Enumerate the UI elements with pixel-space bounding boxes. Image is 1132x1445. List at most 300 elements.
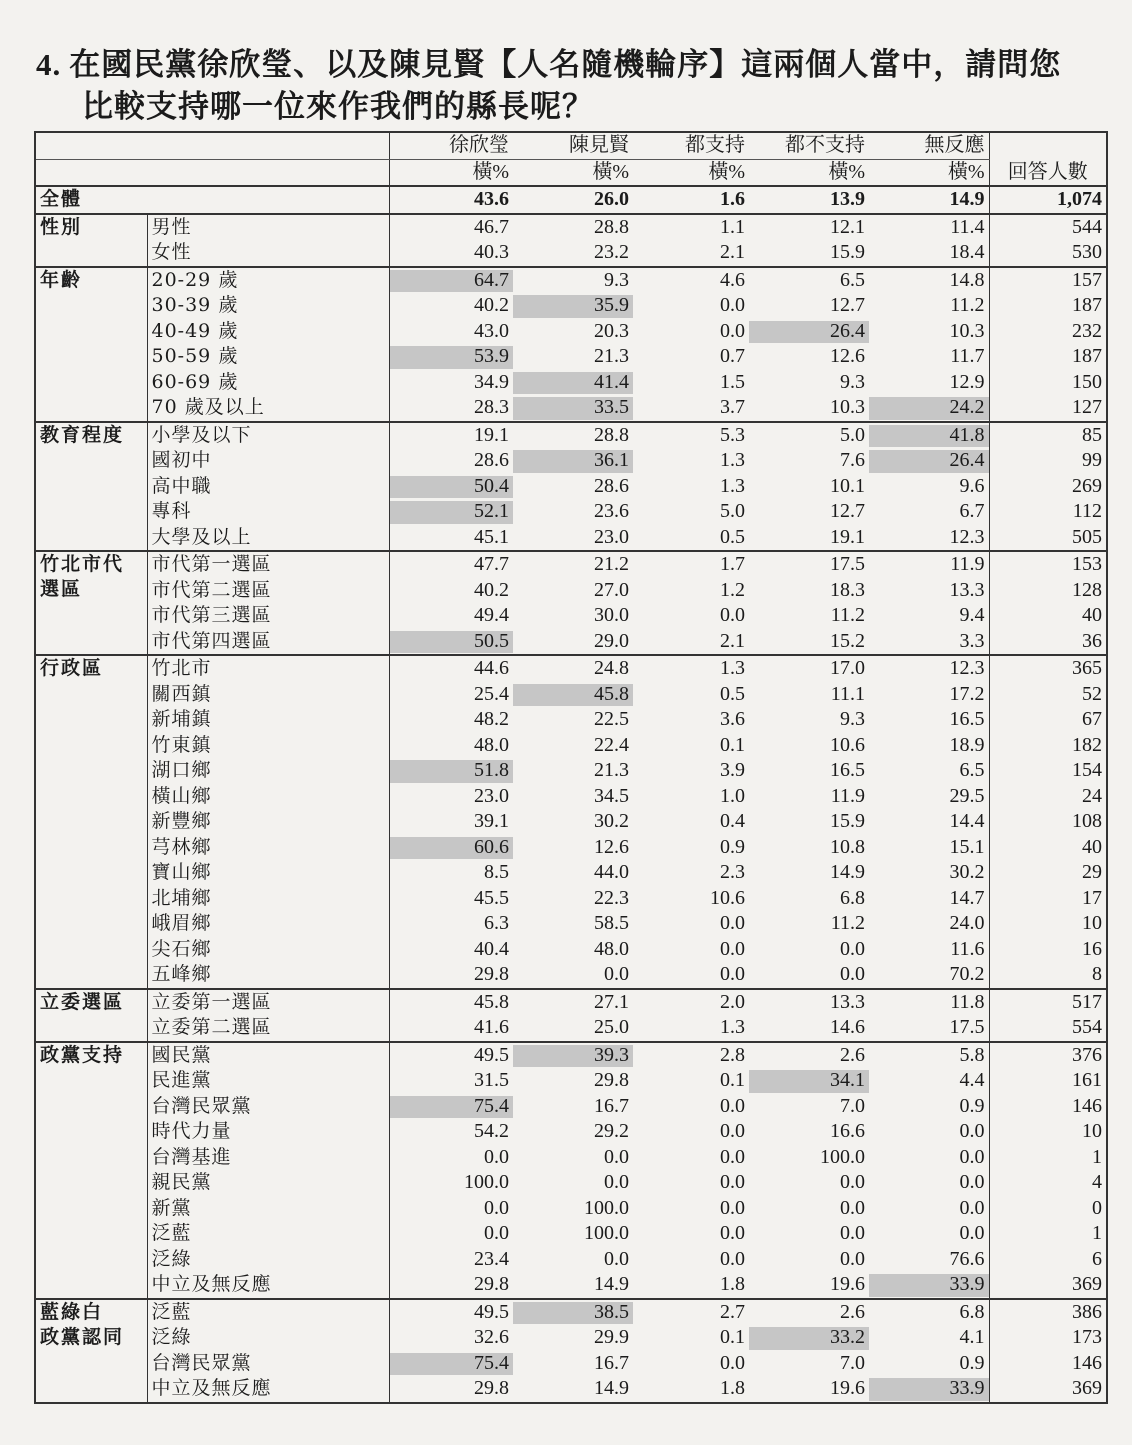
row-label: 五峰鄉: [147, 962, 389, 989]
value-cell: 29.8: [389, 1272, 513, 1299]
value-cell: 0.0: [840, 1171, 865, 1194]
value-cell: 0.5: [720, 682, 745, 705]
group-label: 性別: [35, 214, 147, 267]
value-cell: 27.0: [594, 578, 629, 601]
table-row: [35, 395, 1107, 422]
value-cell: 0.1: [720, 1069, 745, 1092]
value-cell: 32.6: [389, 1325, 513, 1351]
count-cell: 1: [989, 1221, 1107, 1247]
count-cell: 187: [989, 344, 1107, 370]
value-cell: 9.6: [959, 474, 985, 497]
value-cell: 0.0: [604, 963, 629, 986]
value-cell: 16.5: [830, 759, 865, 782]
value-cell: 11.9: [869, 551, 989, 578]
value-cell: 5.3: [633, 422, 749, 449]
count-cell: 365: [989, 655, 1107, 682]
row-label: 市代第一選區: [147, 551, 389, 578]
value-cell: 44.6: [389, 655, 513, 682]
table-row: [35, 578, 1107, 604]
value-cell: 15.1: [949, 835, 985, 858]
value-cell: 44.0: [594, 861, 629, 884]
value-cell: 14.6: [830, 1016, 865, 1039]
question-number: 4.: [36, 47, 62, 82]
value-cell: 0.9: [959, 1351, 985, 1374]
col-header-2: 都支持: [633, 132, 749, 159]
count-cell: 269: [989, 474, 1107, 500]
col-header-1: 陳見賢: [513, 132, 633, 159]
count-cell: 187: [989, 293, 1107, 319]
row-label: 大學及以上: [147, 525, 389, 552]
value-cell: 0.0: [720, 1171, 745, 1194]
table-row: [35, 911, 1107, 937]
row-label: 男性: [147, 214, 389, 241]
value-cell: 20.3: [594, 319, 629, 342]
value-cell: 6.5: [959, 759, 985, 782]
table-row: [35, 1042, 1107, 1069]
value-cell: 22.5: [594, 708, 629, 731]
value-cell: 2.7: [633, 1299, 749, 1326]
value-cell: 45.5: [389, 886, 513, 912]
value-cell: 29.8: [594, 1069, 629, 1092]
count-cell: 376: [989, 1042, 1107, 1069]
value-cell: 21.2: [513, 551, 633, 578]
table-row: [35, 525, 1107, 552]
value-cell: 22.4: [594, 733, 629, 756]
row-label: 國初中: [147, 448, 389, 474]
value-cell: 15.9: [830, 810, 865, 833]
count-cell: 154: [989, 758, 1107, 784]
value-cell: 33.2: [749, 1325, 869, 1351]
count-cell: 8: [989, 962, 1107, 989]
value-cell: 54.2: [389, 1119, 513, 1145]
count-cell: 369: [989, 1376, 1107, 1403]
table-row: [35, 1170, 1107, 1196]
count-cell: 153: [989, 551, 1107, 578]
value-cell: 16.7: [594, 1351, 629, 1374]
value-cell: 4.1: [959, 1326, 985, 1349]
row-label: 國民黨: [147, 1042, 389, 1069]
value-cell: 10.6: [830, 733, 865, 756]
row-label: 泛綠: [147, 1325, 389, 1351]
table-row: [35, 422, 1107, 449]
value-cell: 0.0: [604, 1145, 629, 1168]
count-cell: 67: [989, 707, 1107, 733]
count-cell: 369: [989, 1272, 1107, 1299]
table-row: [35, 937, 1107, 963]
value-cell: 11.2: [830, 912, 865, 935]
value-cell: 11.4: [869, 214, 989, 241]
crosstab-table: [34, 131, 1108, 1404]
value-cell: 1.3: [720, 474, 745, 497]
question-line-2: 比較支持哪一位來作我們的縣長呢？: [82, 89, 594, 125]
value-cell: 0.0: [389, 1145, 513, 1171]
table-row: [35, 267, 1107, 294]
value-cell: 40.3: [389, 240, 513, 267]
value-cell: 5.0: [720, 500, 745, 523]
pct-label-1: 橫%: [513, 159, 633, 186]
table-row: [35, 784, 1107, 810]
row-label: 台灣民眾黨: [147, 1351, 389, 1377]
value-cell: 14.9: [594, 1273, 629, 1296]
value-cell: 3.3: [959, 629, 985, 652]
value-cell: 51.8: [389, 758, 513, 784]
value-cell: 48.2: [389, 707, 513, 733]
value-cell: 6.5: [749, 267, 869, 294]
value-cell: 50.4: [389, 474, 513, 500]
value-cell: 0.0: [959, 1222, 985, 1245]
value-cell: 19.1: [389, 422, 513, 449]
value-cell: 45.8: [513, 682, 633, 708]
value-cell: 29.9: [594, 1326, 629, 1349]
col-header-0: 徐欣瑩: [389, 132, 513, 159]
row-label: 湖口鄉: [147, 758, 389, 784]
row-label: 台灣民眾黨: [147, 1094, 389, 1120]
value-cell: 25.4: [389, 682, 513, 708]
header-row-units: [35, 159, 1107, 186]
value-cell: 100.0: [584, 1222, 629, 1245]
row-label: 新埔鎮: [147, 707, 389, 733]
value-cell: 33.9: [869, 1272, 989, 1299]
value-cell: 0.0: [840, 1247, 865, 1270]
value-cell: 0.0: [389, 1196, 513, 1222]
row-label: 北埔鄉: [147, 886, 389, 912]
table-row: [35, 214, 1107, 241]
header-blank: [35, 132, 389, 159]
group-label-line: 政黨認同: [40, 1325, 125, 1348]
value-cell: 0.4: [720, 810, 745, 833]
table-row: [35, 1094, 1107, 1120]
count-cell: 0: [989, 1196, 1107, 1222]
count-cell: 386: [989, 1299, 1107, 1326]
row-label: 寶山鄉: [147, 860, 389, 886]
value-cell: 0.0: [959, 1196, 985, 1219]
group-label: [35, 1299, 147, 1403]
group-label: 年齡: [35, 267, 147, 422]
value-cell: 31.5: [389, 1068, 513, 1094]
value-cell: 0.0: [720, 1120, 745, 1143]
value-cell: 15.2: [830, 629, 865, 652]
value-cell: 0.0: [389, 1221, 513, 1247]
header-row-names: [35, 132, 1107, 159]
value-cell: 30.2: [594, 810, 629, 833]
value-cell: 11.8: [869, 989, 989, 1016]
value-cell: 17.5: [749, 551, 869, 578]
group-label: 立委選區: [35, 989, 147, 1042]
table-row: [35, 989, 1107, 1016]
value-cell: 49.5: [389, 1042, 513, 1069]
row-label: 民進黨: [147, 1068, 389, 1094]
value-cell: 35.9: [513, 293, 633, 319]
value-cell: 6.3: [389, 911, 513, 937]
group-label-line: 藍綠白: [40, 1300, 104, 1323]
pct-label-4: 橫%: [869, 159, 989, 186]
row-label: 中立及無反應: [147, 1376, 389, 1403]
value-cell: 26.4: [749, 319, 869, 345]
table-row: [35, 962, 1107, 989]
value-cell: 0.0: [604, 1247, 629, 1270]
table-row: [35, 319, 1107, 345]
value-cell: 17.5: [949, 1016, 985, 1039]
value-cell: 39.1: [389, 809, 513, 835]
value-cell: 33.5: [513, 395, 633, 422]
value-cell: 12.7: [830, 500, 865, 523]
value-cell: 29.0: [594, 629, 629, 652]
value-cell: 10.1: [830, 474, 865, 497]
table-row: [35, 1221, 1107, 1247]
value-cell: 76.6: [949, 1247, 985, 1270]
value-cell: 52.1: [389, 499, 513, 525]
value-cell: 4.6: [633, 267, 749, 294]
table-row: [35, 344, 1107, 370]
value-cell: 0.0: [720, 319, 745, 342]
value-cell: 6.7: [959, 500, 985, 523]
value-cell: 25.0: [594, 1016, 629, 1039]
value-cell: 3.7: [720, 396, 745, 419]
value-cell: 0.0: [840, 1196, 865, 1219]
value-cell: 12.6: [594, 835, 629, 858]
value-cell: 1.3: [633, 655, 749, 682]
row-label: 60-69 歲: [147, 370, 389, 396]
value-cell: 27.1: [513, 989, 633, 1016]
group-label: 行政區: [35, 655, 147, 989]
count-cell: 16: [989, 937, 1107, 963]
row-label: 市代第二選區: [147, 578, 389, 604]
value-cell: 19.1: [830, 525, 865, 548]
value-cell: 23.6: [594, 500, 629, 523]
value-cell: 1.8: [720, 1273, 745, 1296]
count-cell: 52: [989, 682, 1107, 708]
row-label: 70 歲及以上: [147, 395, 389, 422]
value-cell: 0.1: [720, 733, 745, 756]
value-cell: 21.3: [594, 759, 629, 782]
value-cell: 0.0: [720, 604, 745, 627]
value-cell: 75.4: [389, 1351, 513, 1377]
row-label: 40-49 歲: [147, 319, 389, 345]
count-cell: 10: [989, 1119, 1107, 1145]
value-cell: 9.3: [840, 708, 865, 731]
value-cell: 24.8: [513, 655, 633, 682]
value-cell: 11.2: [830, 604, 865, 627]
table-row: [35, 860, 1107, 886]
row-label: 20-29 歲: [147, 267, 389, 294]
value-cell: 33.9: [869, 1376, 989, 1403]
value-cell: 2.3: [720, 861, 745, 884]
value-cell: 1.0: [720, 784, 745, 807]
value-cell: 3.6: [720, 708, 745, 731]
count-cell: 128: [989, 578, 1107, 604]
value-cell: 28.3: [389, 395, 513, 422]
row-label: 小學及以下: [147, 422, 389, 449]
value-cell: 0.0: [720, 1094, 745, 1117]
value-cell: 0.0: [840, 963, 865, 986]
count-cell: 99: [989, 448, 1107, 474]
value-cell: 0.0: [959, 1145, 985, 1168]
value-cell: 18.9: [949, 733, 985, 756]
row-label: 50-59 歲: [147, 344, 389, 370]
value-cell: 14.9: [594, 1377, 629, 1400]
row-label: 親民黨: [147, 1170, 389, 1196]
count-cell: 150: [989, 370, 1107, 396]
value-cell: 10.6: [710, 886, 745, 909]
table-row: [35, 629, 1107, 656]
value-cell: 0.0: [840, 937, 865, 960]
value-cell: 18.4: [949, 241, 985, 264]
value-cell: 2.1: [720, 241, 745, 264]
value-cell: 19.6: [830, 1273, 865, 1296]
table-row: [35, 474, 1107, 500]
value-cell: 18.3: [830, 578, 865, 601]
table-row: [35, 835, 1107, 861]
group-label: [35, 551, 147, 655]
value-cell: 12.6: [830, 345, 865, 368]
value-cell: 6.8: [869, 1299, 989, 1326]
value-cell: 24.0: [949, 912, 985, 935]
row-label: 市代第三選區: [147, 603, 389, 629]
table-row: [35, 707, 1107, 733]
value-cell: 0.1: [720, 1326, 745, 1349]
value-cell: 19.6: [830, 1377, 865, 1400]
table-row: [35, 293, 1107, 319]
value-cell: 26.4: [869, 448, 989, 474]
value-cell: 49.4: [389, 603, 513, 629]
row-label: 泛綠: [147, 1247, 389, 1273]
value-cell: 17.0: [749, 655, 869, 682]
count-cell: 146: [989, 1094, 1107, 1120]
table-row: [35, 758, 1107, 784]
row-label: 尖石鄉: [147, 937, 389, 963]
count-cell: 1: [989, 1145, 1107, 1171]
value-cell: 40.2: [389, 578, 513, 604]
total-value: 1.6: [633, 186, 749, 214]
value-cell: 13.3: [949, 578, 985, 601]
count-cell: 40: [989, 835, 1107, 861]
total-value: 14.9: [869, 186, 989, 214]
group-label: 政黨支持: [35, 1042, 147, 1299]
value-cell: 41.8: [869, 422, 989, 449]
total-row: [35, 186, 1107, 214]
row-label: 關西鎮: [147, 682, 389, 708]
value-cell: 0.0: [720, 937, 745, 960]
count-cell: 182: [989, 733, 1107, 759]
table-row: [35, 1068, 1107, 1094]
value-cell: 1.3: [720, 449, 745, 472]
value-cell: 0.0: [720, 1351, 745, 1374]
count-cell: 108: [989, 809, 1107, 835]
total-count: 1,074: [989, 186, 1107, 214]
table-row: [35, 448, 1107, 474]
value-cell: 12.1: [749, 214, 869, 241]
value-cell: 1.2: [720, 578, 745, 601]
value-cell: 28.8: [513, 422, 633, 449]
value-cell: 14.9: [830, 861, 865, 884]
row-label: 峨眉鄉: [147, 911, 389, 937]
value-cell: 16.7: [594, 1094, 629, 1117]
value-cell: 29.8: [389, 962, 513, 989]
table-row: [35, 1247, 1107, 1273]
value-cell: 75.4: [389, 1094, 513, 1120]
value-cell: 48.0: [594, 937, 629, 960]
value-cell: 3.9: [720, 759, 745, 782]
value-cell: 34.5: [594, 784, 629, 807]
table-row: [35, 1145, 1107, 1171]
value-cell: 28.6: [389, 448, 513, 474]
value-cell: 11.7: [950, 345, 985, 368]
count-header: 回答人數: [989, 132, 1107, 186]
count-cell: 24: [989, 784, 1107, 810]
table-row: [35, 370, 1107, 396]
count-cell: 161: [989, 1068, 1107, 1094]
table-row: [35, 603, 1107, 629]
value-cell: 23.4: [389, 1247, 513, 1273]
value-cell: 2.6: [749, 1042, 869, 1069]
value-cell: 1.8: [720, 1377, 745, 1400]
value-cell: 0.0: [720, 1247, 745, 1270]
value-cell: 30.2: [949, 861, 985, 884]
table-row: [35, 655, 1107, 682]
header-blank-2: [35, 159, 389, 186]
count-cell: 544: [989, 214, 1107, 241]
count-cell: 517: [989, 989, 1107, 1016]
col-header-4: 無反應: [869, 132, 989, 159]
value-cell: 2.6: [749, 1299, 869, 1326]
value-cell: 34.1: [749, 1068, 869, 1094]
value-cell: 14.4: [949, 810, 985, 833]
value-cell: 60.6: [389, 835, 513, 861]
value-cell: 11.9: [830, 784, 865, 807]
value-cell: 0.0: [720, 1222, 745, 1245]
value-cell: 2.8: [633, 1042, 749, 1069]
table-row: [35, 682, 1107, 708]
table-row: [35, 1272, 1107, 1299]
value-cell: 45.8: [389, 989, 513, 1016]
value-cell: 30.0: [594, 604, 629, 627]
count-cell: 40: [989, 603, 1107, 629]
value-cell: 5.8: [869, 1042, 989, 1069]
value-cell: 12.9: [949, 370, 985, 393]
row-label: 泛藍: [147, 1299, 389, 1326]
value-cell: 11.6: [950, 937, 985, 960]
value-cell: 23.0: [594, 525, 629, 548]
value-cell: 5.0: [749, 422, 869, 449]
value-cell: 45.1: [389, 525, 513, 552]
value-cell: 49.5: [389, 1299, 513, 1326]
value-cell: 43.0: [389, 319, 513, 345]
value-cell: 70.2: [949, 963, 985, 986]
value-cell: 12.3: [949, 525, 985, 548]
value-cell: 58.5: [594, 912, 629, 935]
pct-label-2: 橫%: [633, 159, 749, 186]
table-row: [35, 1325, 1107, 1351]
value-cell: 40.2: [389, 293, 513, 319]
pct-label-3: 橫%: [749, 159, 869, 186]
value-cell: 7.0: [840, 1351, 865, 1374]
value-cell: 0.0: [720, 1145, 745, 1168]
value-cell: 14.7: [949, 886, 985, 909]
row-label: 女性: [147, 240, 389, 267]
value-cell: 17.2: [949, 682, 985, 705]
value-cell: 29.5: [949, 784, 985, 807]
group-label: 教育程度: [35, 422, 147, 552]
row-label: 泛藍: [147, 1221, 389, 1247]
row-label: 立委第二選區: [147, 1015, 389, 1042]
value-cell: 38.5: [513, 1299, 633, 1326]
value-cell: 2.1: [720, 629, 745, 652]
value-cell: 0.0: [720, 963, 745, 986]
count-cell: 17: [989, 886, 1107, 912]
value-cell: 40.4: [389, 937, 513, 963]
value-cell: 7.0: [840, 1094, 865, 1117]
value-cell: 14.8: [869, 267, 989, 294]
